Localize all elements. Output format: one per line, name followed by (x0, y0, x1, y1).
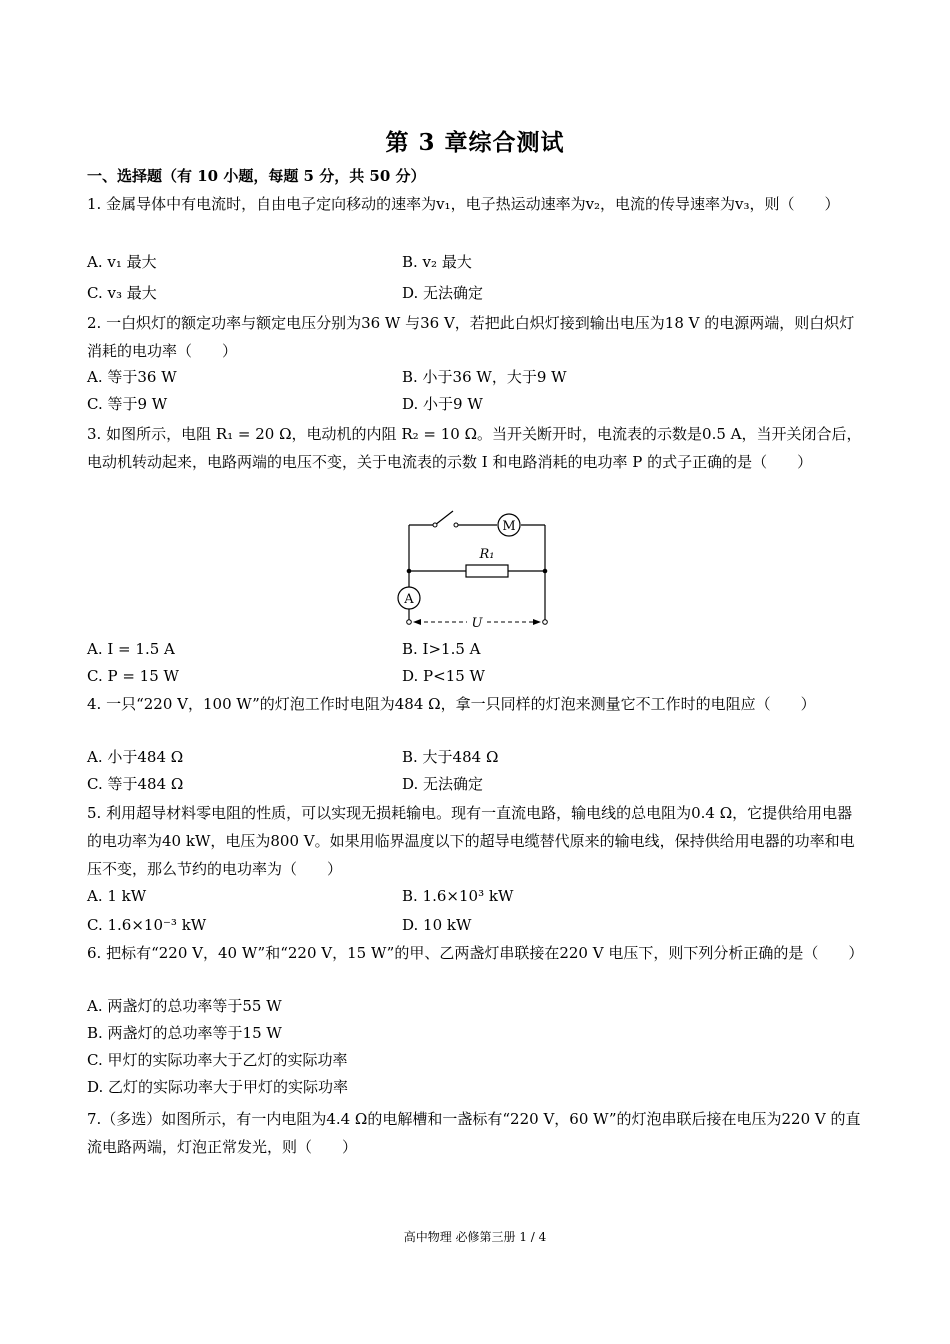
question-2-option-c: C. 等于9 W (87, 395, 168, 413)
terminal-right (543, 620, 548, 625)
question-2-option-a: A. 等于36 W (87, 368, 177, 386)
voltage-label: U (471, 616, 483, 631)
question-4-option-a: A. 小于484 Ω (87, 748, 184, 766)
question-6-stem: 6. 把标有“220 V，40 W”和“220 V，15 W”的甲、乙两盏灯串联接在220 V 电压下，则下列分析正确的是（ ） (87, 944, 864, 962)
resistor-label: R₁ (479, 547, 495, 562)
question-6-option-b: B. 两盏灯的总功率等于15 W (87, 1024, 282, 1042)
question-5-option-c: C. 1.6×10⁻³ kW (87, 916, 207, 934)
junction-dot-left (407, 569, 412, 574)
question-5-option-a: A. 1 kW (87, 887, 147, 905)
question-1-option-a: A. v₁ 最大 (87, 253, 157, 271)
question-3-option-c: C. P = 15 W (87, 667, 179, 685)
question-4-option-b: B. 大于484 Ω (402, 748, 499, 766)
page-footer: 高中物理 必修第三册 1 / 4 (403, 1230, 547, 1244)
question-1-option-d: D. 无法确定 (402, 284, 484, 302)
page-title: 第 3 章综合测试 (385, 129, 565, 156)
question-6-option-c: C. 甲灯的实际功率大于乙灯的实际功率 (87, 1051, 348, 1069)
question-4-stem: 4. 一只“220 V，100 W”的灯泡工作时电阻为484 Ω，拿一只同样的灯泡来测量它不工作时的电阻应（ ） (87, 695, 816, 713)
question-7-stem: 7.（多选）如图所示，有一内电阻为4.4 Ω的电解槽和一盏标有“220 V，60 W”的灯泡串联后接在电压为220 V 的直流电路两端，灯泡正常发光，则（ ） (87, 1110, 861, 1156)
question-2-stem: 2. 一白炽灯的额定功率与额定电压分别为36 W 与36 V，若把此白炽灯接到输出电压为18 V 的电源两端，则白炽灯消耗的电功率（ ） (87, 314, 855, 360)
question-3-option-b: B. I>1.5 A (402, 640, 481, 658)
question-3-stem: 3. 如图所示，电阻 R₁ = 20 Ω，电动机的内阻 R₂ = 10 Ω。当开关断开时，电流表的示数是0.5 A，当开关闭合后，电动机转动起来，电路两端的电压不变，关于电流表的示数 I 和电路消耗的电功率 P 的式子正确的是（ ） (87, 425, 862, 471)
question-1-stem: 1. 金属导体中有电流时，自由电子定向移动的速率为v₁，电子热运动速率为v₂，电流的传导速率为v₃，则（ ） (87, 195, 840, 213)
circuit-diagram (395, 508, 555, 632)
section-heading: 一、选择题（有 10 小题，每题 5 分，共 50 分） (87, 167, 426, 185)
question-3-option-d: D. P<15 W (402, 667, 485, 685)
question-2-option-d: D. 小于9 W (402, 395, 483, 413)
question-5-stem: 5. 利用超导材料零电阻的性质，可以实现无损耗输电。现有一直流电路，输电线的总电阻为0.4 Ω，它提供给用电器的电功率为40 kW，电压为800 V。如果用临界温度以下的超导电缆替代原来的输电线，保持供给用电器的功率和电压不变，那么节约的电功率为（ ） (87, 804, 855, 878)
question-2-option-b: B. 小于36 W，大于9 W (402, 368, 567, 386)
question-4-option-c: C. 等于484 Ω (87, 775, 184, 793)
motor-label: M (502, 519, 516, 534)
question-6-option-a: A. 两盏灯的总功率等于55 W (87, 997, 282, 1015)
question-5-option-d: D. 10 kW (402, 916, 472, 934)
ammeter-label: A (404, 592, 414, 607)
junction-dot-right (543, 569, 548, 574)
terminal-left (407, 620, 412, 625)
question-5-option-b: B. 1.6×10³ kW (402, 887, 514, 905)
question-1-option-b: B. v₂ 最大 (402, 253, 472, 271)
question-1-option-c: C. v₃ 最大 (87, 284, 157, 302)
question-6-option-d: D. 乙灯的实际功率大于甲灯的实际功率 (87, 1078, 349, 1096)
question-3-option-a: A. I = 1.5 A (87, 640, 175, 658)
question-4-option-d: D. 无法确定 (402, 775, 484, 793)
